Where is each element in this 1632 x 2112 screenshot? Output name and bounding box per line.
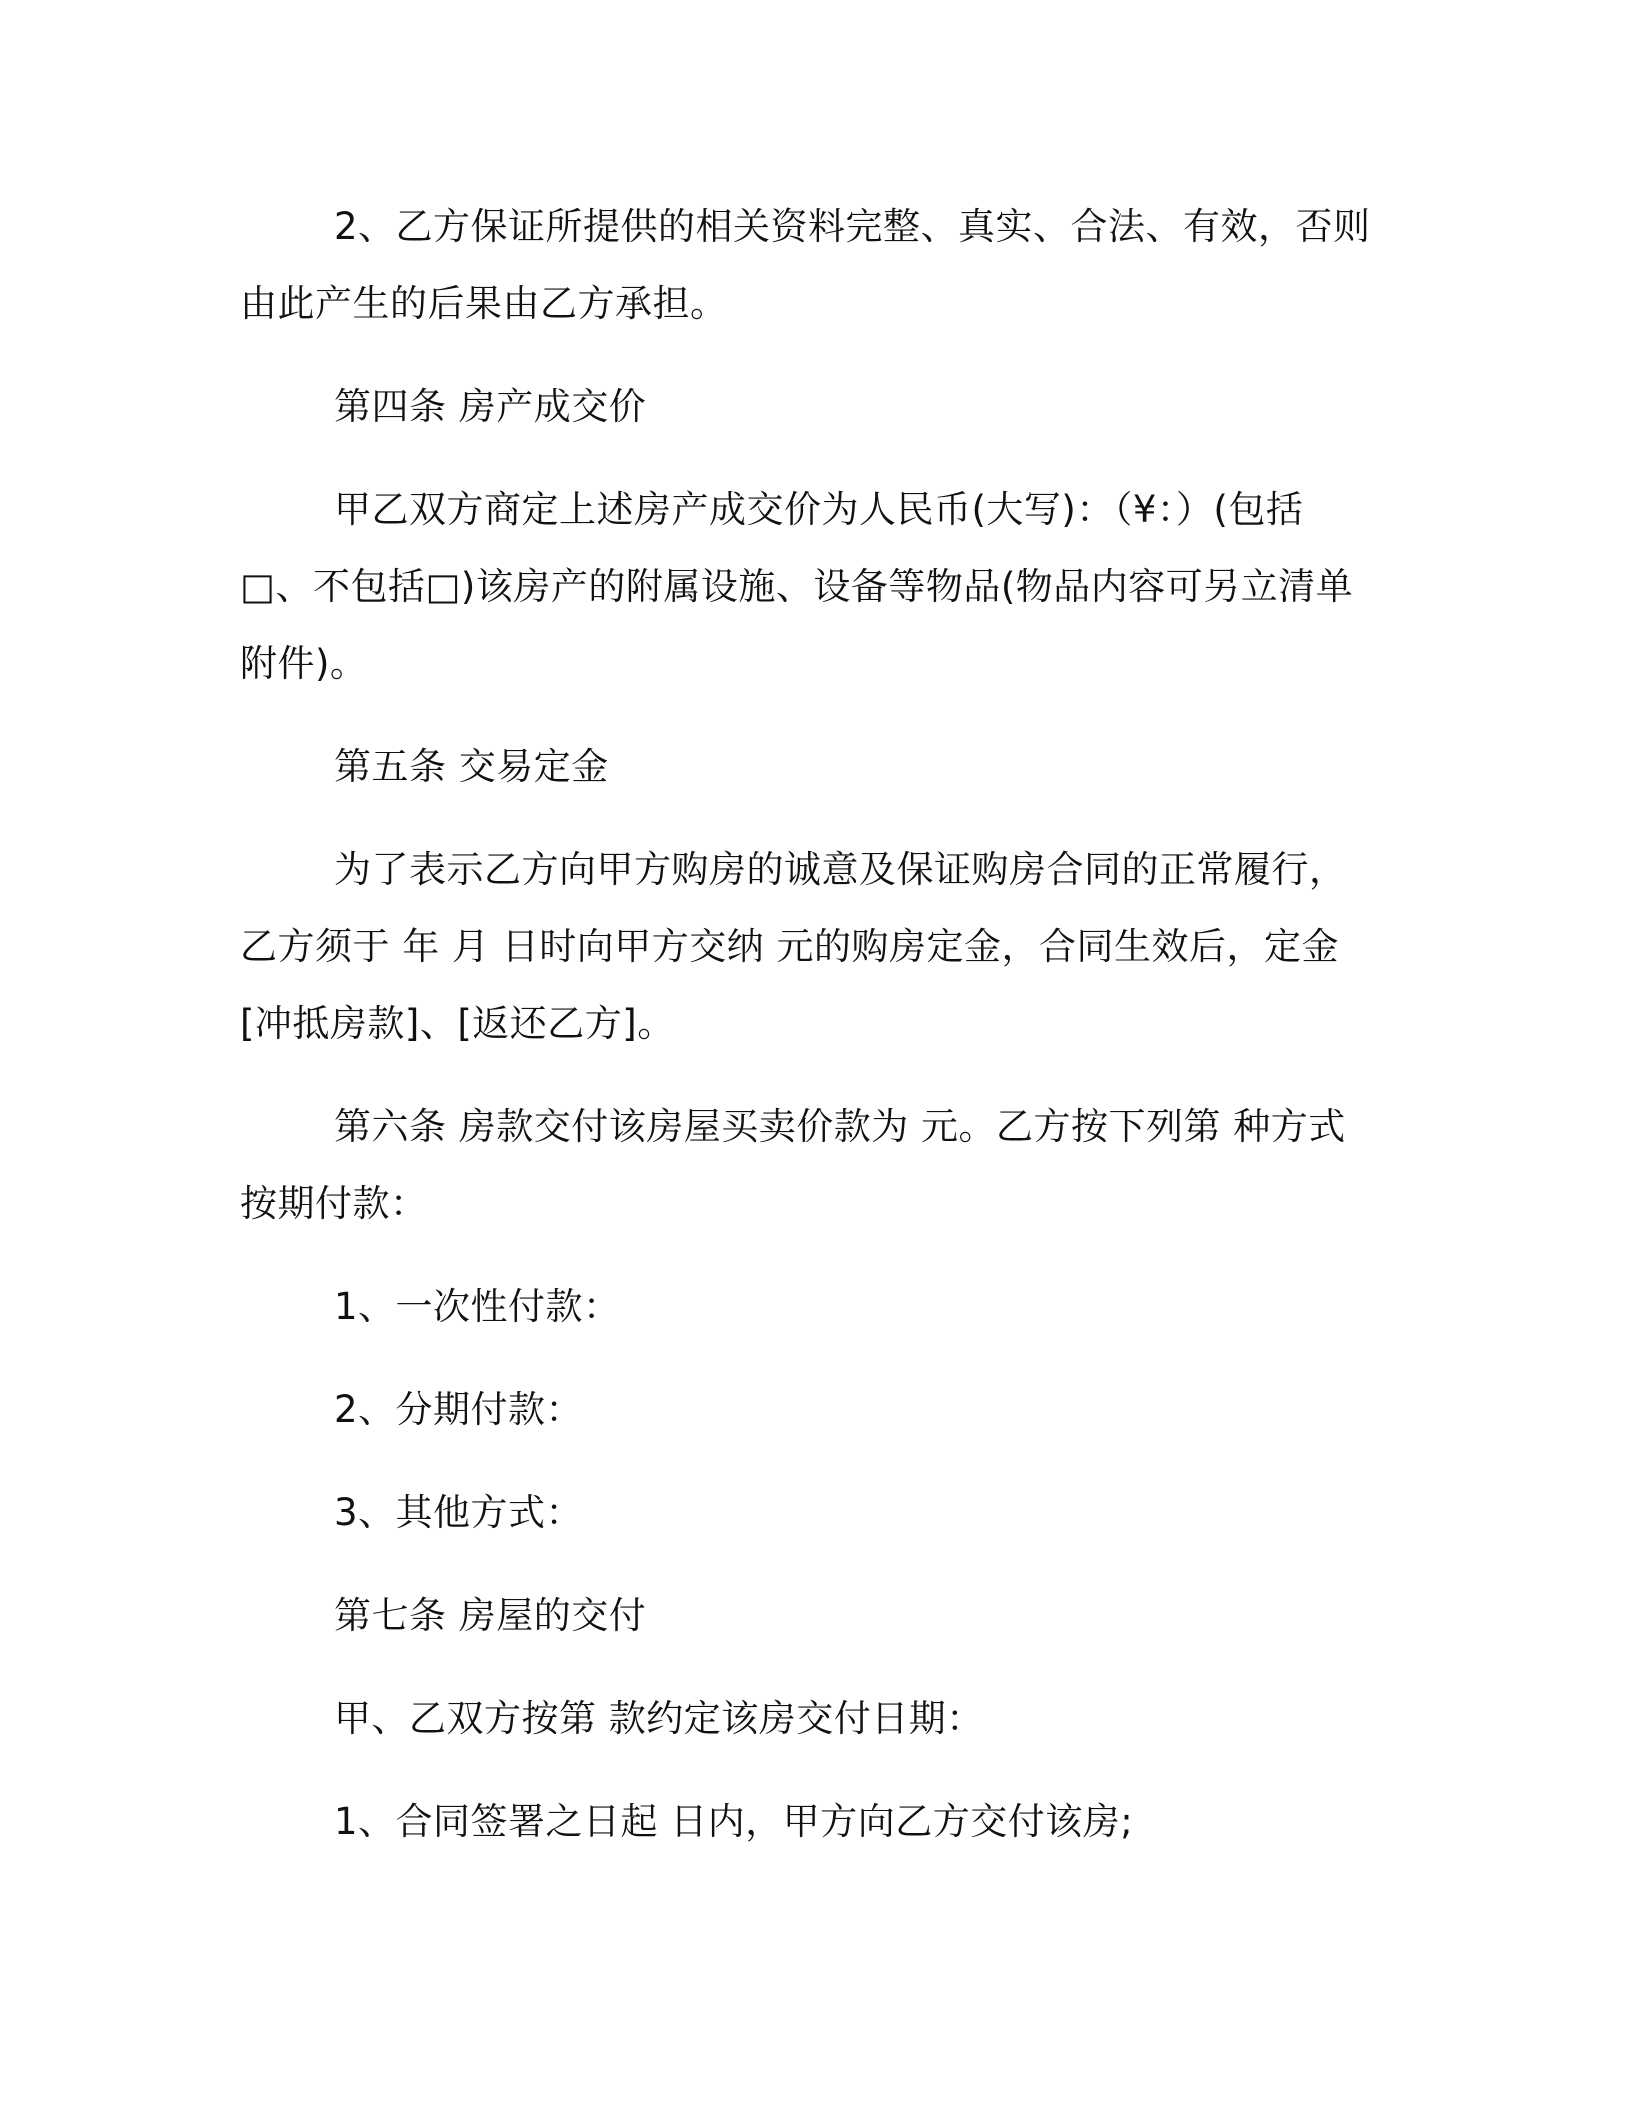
- paragraph-article-6-payment: 第六条 房款交付该房屋买卖价款为 元。乙方按下列第 种方式按期付款：: [240, 1105, 1346, 1225]
- heading-article-4: 第四条 房产成交价: [334, 385, 647, 428]
- paragraph-delivery-date: 甲、乙双方按第 款约定该房交付日期：: [334, 1697, 984, 1740]
- paragraph-deposit: 为了表示乙方向甲方购房的诚意及保证购房合同的正常履行，乙方须于 年 月 日时向甲方交纳 元的购房定金，合同生效后，定金[冲抵房款]、[返还乙方]。: [240, 848, 1347, 1045]
- list-item-delivery-within-days: 1、合同签署之日起 日内，甲方向乙方交付该房;: [334, 1800, 1134, 1843]
- list-item-lump-sum: 1、一次性付款：: [334, 1285, 621, 1328]
- heading-article-7: 第七条 房屋的交付: [334, 1594, 647, 1637]
- paragraph-transaction-price: 甲乙双方商定上述房产成交价为人民币(大写)：（¥：）(包括□、不包括□)该房产的附属设施、设备等物品(物品内容可另立清单附件)。: [240, 488, 1354, 685]
- document-body: [240, 188, 1376, 1860]
- list-item-other-method: 3、其他方式：: [334, 1491, 584, 1534]
- paragraph-buyer-guarantee: 2、乙方保证所提供的相关资料完整、真实、合法、有效，否则由此产生的后果由乙方承担。: [240, 205, 1371, 325]
- list-item-installment: 2、分期付款：: [334, 1388, 584, 1431]
- heading-article-5: 第五条 交易定金: [334, 745, 609, 788]
